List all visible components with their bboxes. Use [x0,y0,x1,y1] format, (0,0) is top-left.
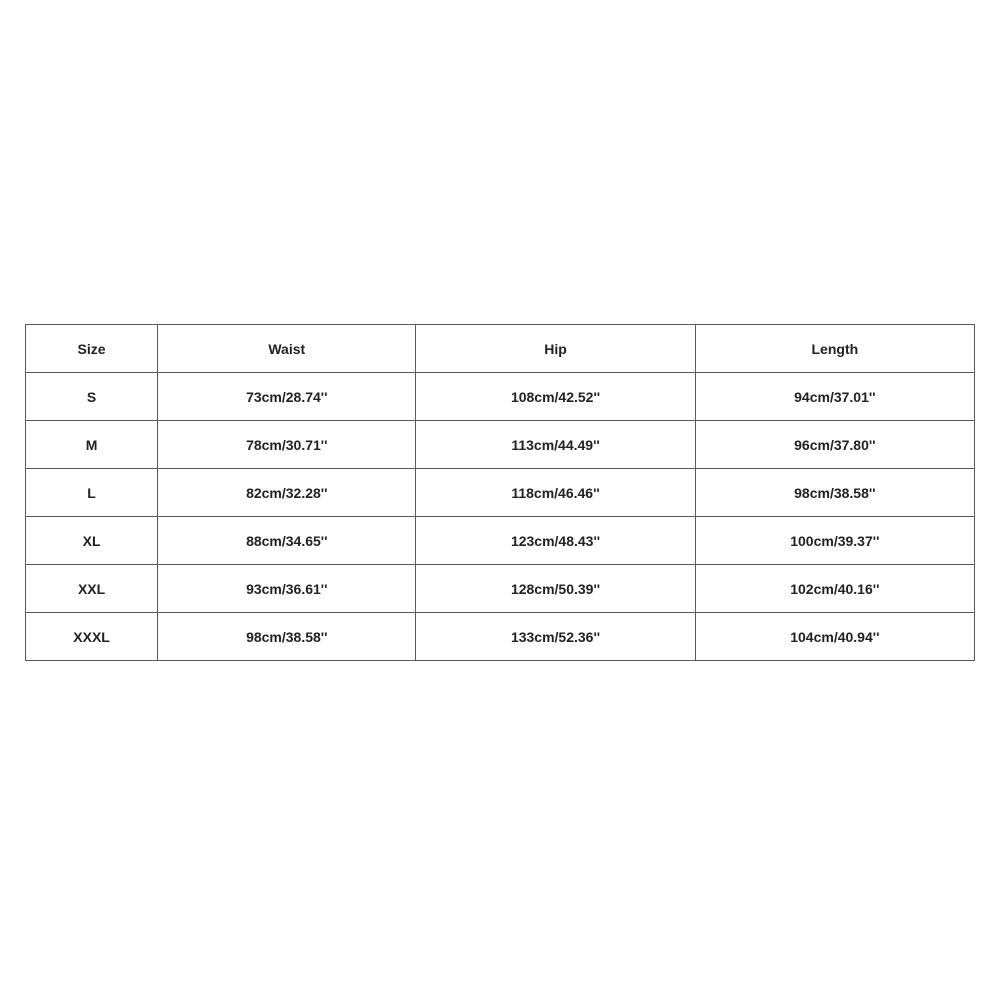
cell-size: M [26,421,158,469]
cell-size: XXL [26,565,158,613]
cell-waist: 88cm/34.65'' [158,517,416,565]
header-waist: Waist [158,325,416,373]
cell-hip: 123cm/48.43'' [416,517,695,565]
header-hip: Hip [416,325,695,373]
cell-hip: 108cm/42.52'' [416,373,695,421]
header-row [26,325,975,373]
cell-length: 102cm/40.16'' [695,565,974,613]
cell-size: L [26,469,158,517]
table-row [26,469,975,517]
cell-size: S [26,373,158,421]
cell-length: 98cm/38.58'' [695,469,974,517]
cell-waist: 82cm/32.28'' [158,469,416,517]
size-chart-table [25,324,975,661]
cell-waist: 78cm/30.71'' [158,421,416,469]
cell-hip: 118cm/46.46'' [416,469,695,517]
cell-waist: 98cm/38.58'' [158,613,416,661]
cell-size: XXXL [26,613,158,661]
table-row [26,613,975,661]
cell-hip: 128cm/50.39'' [416,565,695,613]
table-row [26,565,975,613]
table-row [26,373,975,421]
table-row [26,517,975,565]
cell-waist: 93cm/36.61'' [158,565,416,613]
cell-length: 96cm/37.80'' [695,421,974,469]
cell-length: 100cm/39.37'' [695,517,974,565]
header-length: Length [695,325,974,373]
cell-length: 94cm/37.01'' [695,373,974,421]
table-row [26,421,975,469]
header-size: Size [26,325,158,373]
cell-waist: 73cm/28.74'' [158,373,416,421]
cell-length: 104cm/40.94'' [695,613,974,661]
cell-size: XL [26,517,158,565]
cell-hip: 113cm/44.49'' [416,421,695,469]
cell-hip: 133cm/52.36'' [416,613,695,661]
